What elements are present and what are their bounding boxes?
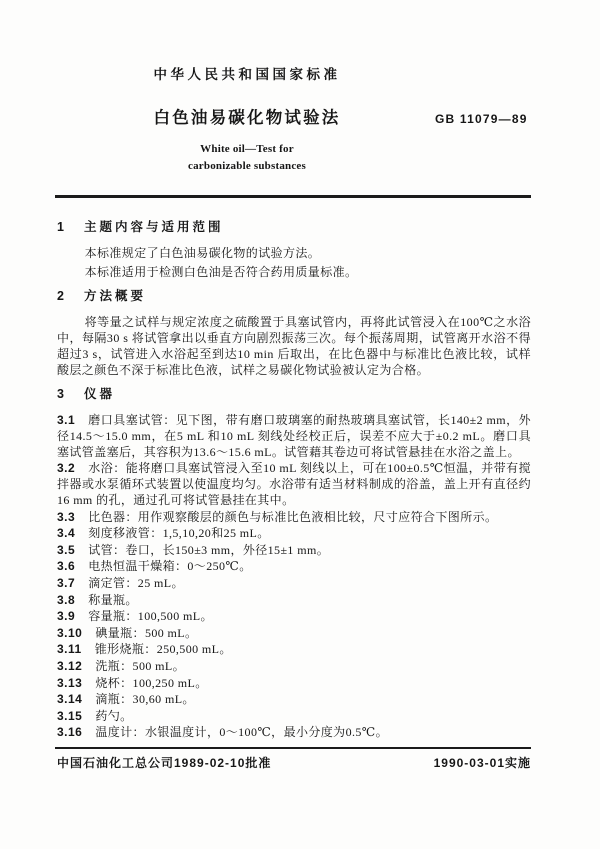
- apparatus-item-text: 电热恒温干燥箱：0～250℃。: [88, 559, 252, 574]
- apparatus-item-text: 容量瓶：100,500 mL。: [88, 609, 213, 624]
- apparatus-item-number: 3.2: [57, 461, 76, 476]
- section-title: 方法概要: [83, 288, 146, 303]
- apparatus-item: [57, 691, 531, 707]
- paragraph: 本标准规定了白色油易碳化物的试验方法。: [84, 246, 321, 260]
- apparatus-item-number: 3.12: [57, 659, 83, 674]
- apparatus-item-number: 3.8: [57, 592, 76, 607]
- apparatus-item: [57, 592, 531, 608]
- apparatus-item-text: 滴定管：25 mL。: [88, 576, 184, 591]
- apparatus-item-text: 称量瓶。: [88, 592, 138, 607]
- apparatus-item: [57, 724, 531, 740]
- apparatus-item-text: 磨口具塞试管：见下图，带有磨口玻璃塞的耐热玻璃具塞试管，长140±2 mm，外径14.5～15.0 mm，在5 mL 和10 mL 刻线处经校正后，误差不应大于±0.2 mL。磨口具塞试管盖塞后，其容积为13.6～15.6 mL。试管藉其卷边可将试管悬挂在水浴之盖上。: [57, 412, 531, 459]
- section-title: 主题内容与适用范围: [83, 220, 224, 234]
- section-apparatus: [57, 387, 531, 741]
- apparatus-item-number: 3.11: [57, 642, 82, 657]
- footer-divider-rule: [55, 747, 531, 749]
- section-number: 1: [57, 220, 64, 234]
- section-number: 3: [57, 386, 64, 401]
- apparatus-item: [57, 641, 531, 657]
- document-title-en-line2: carbonizable substances: [188, 160, 306, 172]
- section-scope: [57, 220, 531, 280]
- apparatus-item: [57, 575, 531, 591]
- section-number: 2: [57, 288, 64, 303]
- apparatus-item-text: 滴瓶：30,60 mL。: [95, 692, 195, 707]
- apparatus-item-text: 烧杯：100,250 mL。: [95, 675, 208, 690]
- apparatus-item-text: 水浴：能将磨口具塞试管浸入至10 mL 刻线以上，可在100±0.5℃恒温，并带有搅拌器或水泵循环式装置以使温度均匀。水浴带有适当材料制成的浴盖，盖上开有直径约16 mm 的孔，通过孔可将试管悬挂在其中。: [57, 461, 531, 508]
- document-footer: [57, 754, 531, 771]
- apparatus-item: [57, 675, 531, 691]
- apparatus-item: [57, 608, 531, 624]
- apparatus-item: [57, 558, 531, 574]
- paragraph: 本标准适用于检测白色油是否符合药用质量标准。: [84, 264, 358, 279]
- standard-code: GB 11079—89: [435, 112, 528, 126]
- apparatus-item: [57, 625, 531, 641]
- apparatus-item-number: 3.14: [57, 692, 83, 707]
- apparatus-item-number: 3.13: [57, 675, 83, 690]
- apparatus-item-text: 温度计：水银温度计，0～100℃，最小分度为0.5℃。: [95, 725, 389, 740]
- approval-notice: 中国石油化工总公司1989-02-10批准: [57, 756, 272, 770]
- apparatus-item-number: 3.7: [57, 576, 76, 591]
- apparatus-item-number: 3.5: [57, 542, 76, 557]
- apparatus-item-number: 3.9: [57, 609, 76, 624]
- apparatus-item-text: 碘量瓶：500 mL。: [95, 625, 198, 640]
- section-method-summary: [57, 289, 531, 378]
- apparatus-item-number: 3.15: [57, 708, 83, 723]
- apparatus-item: [57, 460, 531, 508]
- apparatus-item: [57, 525, 531, 541]
- apparatus-item-number: 3.4: [57, 526, 76, 541]
- apparatus-item: [57, 509, 531, 525]
- document-title-zh: 白色油易碳化物试验法: [153, 109, 341, 127]
- document-title-en-line1: White oil—Test for: [200, 143, 294, 155]
- section-heading: [57, 387, 531, 402]
- apparatus-item-number: 3.6: [57, 559, 76, 574]
- apparatus-item: [57, 542, 531, 558]
- section-heading: [57, 289, 531, 304]
- apparatus-item-text: 药勺。: [95, 708, 133, 723]
- header-divider-rule: [55, 195, 531, 198]
- section-title: 仪器: [83, 386, 115, 401]
- document-body: [57, 212, 531, 741]
- apparatus-item-text: 刻度移液管：1,5,10,20和25 mL。: [88, 526, 270, 541]
- apparatus-item-number: 3.3: [57, 509, 76, 524]
- apparatus-item-number: 3.10: [57, 625, 83, 640]
- apparatus-item-text: 比色器：用作观察酸层的颜色与标准比色液相比较，尺寸应符合下图所示。: [88, 509, 498, 524]
- apparatus-item: [57, 708, 531, 724]
- implementation-date: 1990-03-01实施: [433, 756, 531, 770]
- apparatus-item: [57, 658, 531, 674]
- apparatus-item-text: 锥形烧瓶：250,500 mL。: [94, 642, 232, 657]
- paragraph: 将等量之试样与规定浓度之硫酸置于具塞试管内，再将此试管浸入在100℃之水浴中，每隔30 s 将试管拿出以垂直方向剧烈振荡三次。每个振荡周期，试管离开水浴不得超过3 s，试管进入水浴起至到达10 min 后取出，在比色器中与标准比色液比较，试样酸层之颜色不深于标准比色液，试样之易碳化物试验被认定为合格。: [57, 314, 531, 377]
- national-standard-label: 中华人民共和国国家标准: [153, 67, 341, 82]
- apparatus-item-number: 3.1: [57, 412, 76, 427]
- section-heading: [57, 220, 531, 235]
- apparatus-item-text: 试管：卷口，长150±3 mm，外径15±1 mm。: [88, 542, 330, 557]
- apparatus-item-number: 3.16: [57, 725, 83, 740]
- apparatus-item-text: 洗瓶：500 mL。: [95, 659, 186, 674]
- apparatus-item: [57, 412, 531, 460]
